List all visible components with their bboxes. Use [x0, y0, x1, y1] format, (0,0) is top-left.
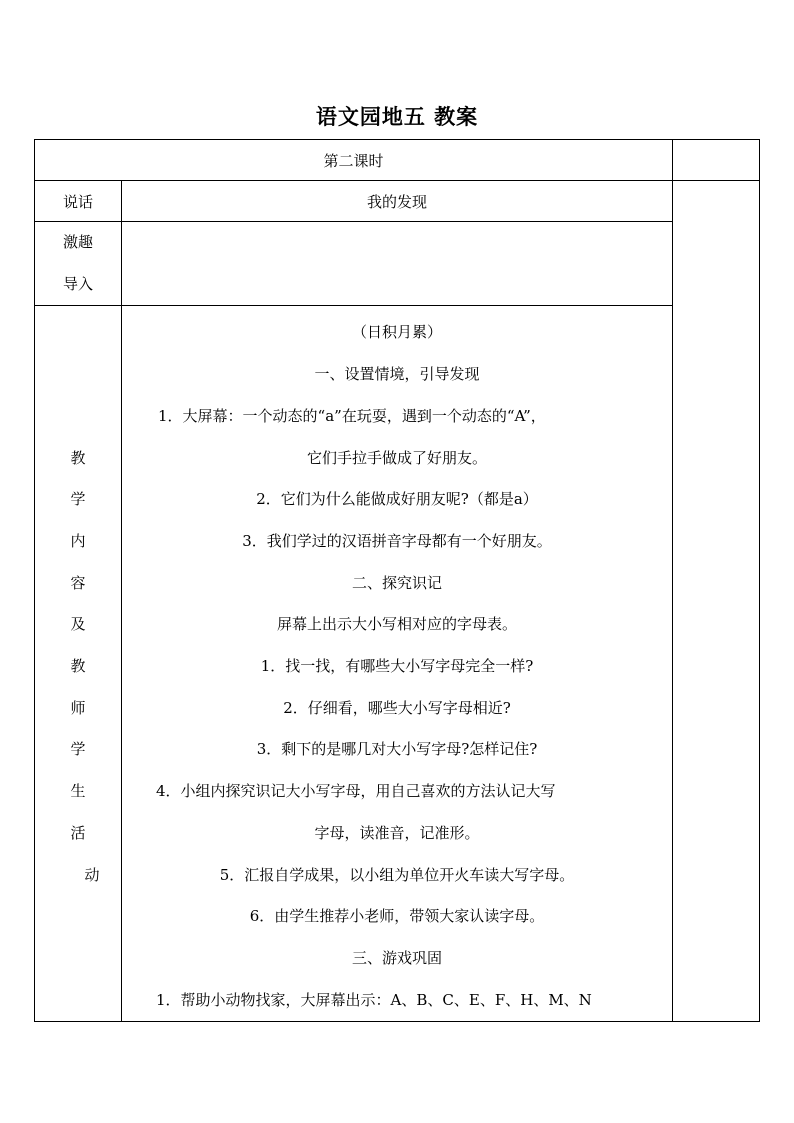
content-line: 4．小组内探究识记大小写字母，用自己喜欢的方法认记大写 — [156, 782, 556, 801]
main-label-char: 容 — [70, 573, 86, 592]
session-cell: 第二课时 — [35, 140, 673, 181]
content-line: 3．剩下的是哪几对大小写字母?怎样记住? — [256, 740, 538, 759]
content-line: 2．仔细看，哪些大小写字母相近? — [283, 698, 511, 717]
page-title: 语文园地五 教案 — [315, 104, 479, 129]
content-line: 二、探究识记 — [352, 573, 443, 592]
main-content — [122, 306, 673, 1022]
intro-label-line: 激趣 — [62, 233, 93, 251]
main-label-char: 内 — [70, 531, 86, 550]
main-label-char: 学 — [70, 740, 86, 759]
main-label-char: 活 — [70, 823, 86, 842]
speaking-row — [35, 181, 760, 222]
content-line: 6．由学生推荐小老师，带领大家认读字母。 — [249, 907, 545, 926]
notes-cell — [673, 181, 760, 1022]
content-line: 2．它们为什么能做成好朋友呢?（都是a） — [256, 490, 538, 509]
content-line: 5．汇报自学成果，以小组为单位开火车读大写字母。 — [219, 865, 575, 884]
content-line: 3．我们学过的汉语拼音字母都有一个好朋友。 — [242, 531, 552, 550]
main-label-char: 师 — [70, 698, 86, 717]
speaking-label: 说话 — [35, 181, 122, 222]
lesson-plan-table — [34, 139, 760, 1022]
content-line: 字母，读准音，记准形。 — [314, 823, 480, 842]
content-line: 屏幕上出示大小写相对应的字母表。 — [277, 615, 518, 634]
main-label-char: 及 — [70, 615, 86, 634]
content-line: 一、设置情境，引导发现 — [314, 365, 480, 384]
main-label-char: 动 — [84, 865, 100, 884]
content-line: 1．大屏幕：一个动态的“a”在玩耍，遇到一个动态的“A”， — [158, 406, 546, 425]
main-label — [35, 306, 122, 1022]
main-label-char: 教 — [70, 448, 86, 467]
main-row — [35, 306, 760, 1022]
intro-label — [35, 222, 122, 306]
main-label-char: 教 — [70, 657, 86, 676]
main-label-char: 学 — [70, 490, 86, 509]
intro-content — [122, 222, 673, 306]
content-line: 1．找一找，有哪些大小写字母完全一样? — [260, 657, 534, 676]
content-line: 三、游戏巩固 — [352, 948, 443, 967]
content-line: 它们手拉手做成了好朋友。 — [307, 448, 488, 467]
main-label-char: 生 — [70, 782, 86, 801]
content-line: 1．帮助小动物找家，大屏幕出示：A、B、C、E、F、H、M、N — [156, 990, 592, 1009]
content-line: （日积月累） — [352, 323, 443, 342]
notes-cell-header — [673, 140, 760, 181]
intro-label-line: 导入 — [62, 274, 93, 293]
intro-row — [35, 222, 760, 306]
speaking-content: 我的发现 — [122, 181, 673, 222]
session-row — [35, 140, 760, 181]
